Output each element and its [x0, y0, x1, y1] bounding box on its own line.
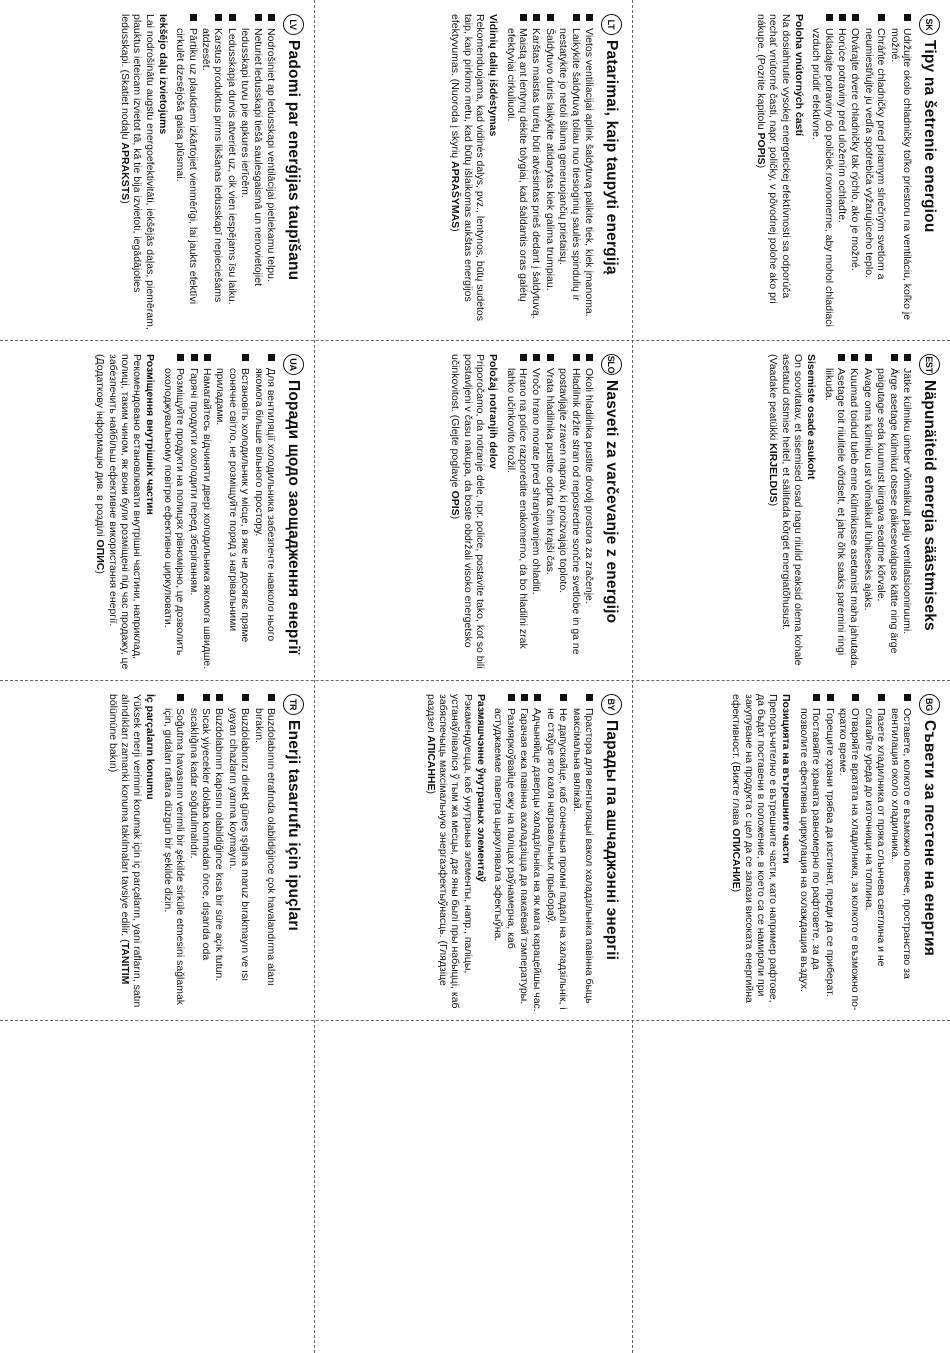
tip-item — [543, 354, 555, 672]
language-badge: LT — [601, 14, 622, 35]
bullet-square-icon — [838, 354, 845, 361]
tip-item — [544, 694, 569, 1012]
bullet-square-icon — [508, 694, 515, 701]
tip-item — [543, 14, 555, 332]
bullet-square-icon — [520, 14, 527, 21]
tip-text: Поставяйте храната равномерно по рафтовете, за да позволите ефективна циркулация на охлаждащия въздух. — [797, 708, 823, 992]
section-title: Padomi par enerģijas taupīšanu — [285, 40, 303, 281]
language-badge: TR — [283, 694, 304, 715]
section-tr — [4, 694, 304, 1012]
language-badge: BY — [601, 694, 622, 715]
section-bg — [640, 694, 940, 1012]
subheading: Iekšējo daļu izvietojums — [156, 14, 169, 135]
tip-text: Размяркоўвайце ежу на паліцах раўнамерна, каб астуджаемае паветра цыркулявала эфектыўна. — [492, 708, 517, 949]
tip-item — [570, 694, 595, 1012]
paragraph-text: On soovitatav, et sisemised osad nagu riiulid peaksid olema kohale asetatud otsmise heitel, et säilitada kõrget energiatõhusust. (Vaadake peatükki — [767, 354, 805, 666]
language-badge: BG — [919, 694, 940, 715]
tip-text: Для вентиляції холодильника забезпечте навколо нього якомога більше вільного простору. — [252, 368, 277, 642]
tip-text: Neturiet ledusskapi tiešā saulesgaismā un nenovietojiet ledusskapi tuvu pie apkures ierīcēm. — [239, 28, 264, 286]
bullet-square-icon — [204, 354, 211, 361]
tip-item — [518, 694, 530, 1012]
tip-text: Vrata hladilnika pustite odprta čim krajši čas. — [543, 368, 556, 575]
tip-item — [213, 694, 225, 1012]
tip-text: Адчыняйце дзверцы халадзільніка на як мага карацейшы час. — [531, 708, 544, 1012]
paragraph — [767, 354, 804, 672]
tip-item — [239, 14, 264, 332]
chapter-reference: ОПИС — [94, 539, 107, 571]
chapter-reference: OPIS — [449, 490, 462, 516]
section-lt — [322, 14, 622, 332]
chapter-reference: АПІСАННЕ — [424, 735, 437, 791]
tip-item — [530, 354, 542, 672]
paragraph-end: ) — [94, 570, 107, 574]
section-header — [283, 14, 304, 332]
paragraph — [449, 14, 486, 332]
tip-item — [583, 354, 595, 672]
language-badge: SK — [919, 14, 940, 35]
tip-item — [836, 14, 848, 332]
bullet-square-icon — [242, 354, 249, 361]
tip-text: Hrano na police razporedite enakomerno, da bo hladilni zrak lahko učinkovito krožil. — [504, 368, 529, 649]
tip-item — [848, 354, 860, 672]
section-title: Enerji tasarrufu için ipuçları — [285, 720, 303, 932]
paragraph-end: bölümüne bakın) — [106, 694, 119, 773]
tip-item — [252, 694, 277, 1012]
tip-text: Ukladajte potraviny do poličiek rovnomerne, aby mohol chladiaci vzduch prúdiť efektívne. — [810, 28, 835, 327]
cut-line — [632, 0, 633, 1353]
tip-text: Розміщуйте продукти на полицях рівномірно, це дозволить охолоджувальному повітрю ефективно циркулювати. — [161, 368, 187, 656]
section-est — [640, 354, 940, 672]
bullet-square-icon — [878, 694, 885, 701]
bullet-square-icon — [533, 354, 540, 361]
bullet-square-icon — [586, 354, 593, 361]
section-header — [919, 354, 940, 672]
cut-line — [0, 680, 950, 681]
tip-item — [492, 694, 517, 1012]
tip-text: Buzdolabınızı direkt güneş ışığına maruz bırakmayın ve ısı yayan cihazların yanına koymayın. — [226, 708, 252, 982]
tip-item — [875, 354, 900, 672]
bullet-square-icon — [268, 14, 275, 21]
paragraph — [449, 354, 486, 672]
tip-item — [200, 14, 225, 332]
paragraph-text: Lai nodrošinātu augstu energoefektivitāti, iekšējās daļas, piemēram, plauktus ieteicam izvietot tā, kā tie bija izvietoti, iegādājoties ledusskapi. (Skatiet nodaļu — [118, 14, 156, 330]
paragraph — [424, 694, 474, 1012]
bullet-square-icon — [826, 14, 833, 21]
tip-text: Otvárajte dvere chladničky tak rýchlo, ako je možné. — [849, 28, 862, 271]
tips-list — [822, 354, 913, 672]
tip-item — [888, 14, 913, 332]
bullet-square-icon — [547, 14, 554, 21]
section-title: Patarimai, kaip taupyti energiją — [603, 40, 621, 275]
tip-item — [901, 354, 913, 672]
paragraph — [119, 14, 156, 332]
tip-text: Okoli hladilnika pustite dovolj prostora za zračenje. — [583, 368, 595, 604]
bullet-square-icon — [904, 694, 911, 701]
bullet-square-icon — [827, 694, 834, 701]
section-title: Näpunäiteid energia säästmiseks — [921, 380, 939, 631]
tip-item — [531, 694, 543, 1012]
paragraph-text: Рэкамендуецца, каб унутраныя элементы, напр., паліцы, устанаўліваліся ў тым жа месцы, дзе яны былі пры набыцці, каб забяспечыць максімальную энергаэфектыўнасць. (Глядзіце раздзел — [424, 694, 474, 1009]
tip-item — [161, 354, 186, 672]
paragraph-end: ) — [730, 888, 743, 893]
subheading: İç parçaların konumu — [144, 694, 157, 800]
bullet-square-icon — [813, 694, 820, 701]
bullet-square-icon — [190, 14, 197, 21]
section-header — [283, 694, 304, 1012]
subheading: Poloha vnútorných častí — [792, 14, 805, 136]
tip-text: Hladilnik držite stran od neposredne sončne svetlobe in ga ne postavljajte zraven naprav, ki proizvajajo toploto. — [557, 368, 582, 655]
tip-text: Horúce potraviny pred uložením ochlaďte. — [835, 28, 848, 223]
tip-text: Asetage toit riiulitele võrdselt, et jahe õhk saaks paremini ringi liikuda. — [822, 368, 847, 656]
tip-text: Chráňte chladničky pred priamym slnečným svetlom a neumiestňujte ju vedľa spotrebiča vyžarujúceho teplo. — [862, 28, 888, 280]
bullet-square-icon — [242, 694, 249, 701]
tip-text: Karštas maistas turėtų būti atvėsintas prieš dedant į šaldytuvą. — [530, 28, 543, 319]
tip-text: Оставете, колкото е възможно повече, пространство за вентилация около хладилника. — [888, 708, 913, 979]
subheading: Позицията на вътрешните части — [780, 694, 793, 864]
section-row-2 — [315, 0, 632, 1353]
tip-item — [810, 14, 835, 332]
tip-text: Отваряйте вратата на хладилника, за колкото е възможно по-кратко време. — [836, 708, 862, 1011]
bullet-square-icon — [177, 694, 184, 701]
paragraph-text: Na dosiahnutie vysokej energetickej efektívnosti sa odporúča nechať vnútorné časti, napr. poličky, v pôvodnej polohe ako pri nákupe. (Pozrite kapitolu — [754, 14, 792, 304]
tip-item — [823, 694, 835, 1012]
tip-item — [225, 14, 237, 332]
section-title: Nasveti za varčevanje z energijo — [603, 380, 621, 624]
tips-list — [161, 354, 277, 672]
bullet-square-icon — [533, 14, 540, 21]
bullet-square-icon — [520, 354, 527, 361]
tip-item — [862, 14, 887, 332]
paragraph-end: ) — [767, 502, 780, 507]
bullet-square-icon — [586, 694, 593, 701]
bullet-square-icon — [560, 694, 567, 701]
tip-item — [504, 354, 529, 672]
chapter-reference: KIRJELDUS — [767, 443, 780, 503]
bullet-square-icon — [878, 14, 885, 21]
tip-text: Vietos ventiliacijai aplink šaldytuvą palikite tiek, kiek įmanoma. — [583, 28, 595, 317]
bullet-square-icon — [573, 14, 580, 21]
tip-text: Гарячі продукти охолодити перед зберіганням. — [187, 368, 200, 596]
section-title: Парады па ашчаджэнні энергіі — [603, 720, 621, 961]
tip-item — [530, 14, 542, 332]
section-row-3 — [0, 0, 314, 1353]
tips-list — [797, 694, 913, 1012]
tip-item — [252, 354, 277, 672]
bullet-square-icon — [216, 694, 223, 701]
paragraph — [755, 14, 792, 332]
paragraph-text: Yüksek enerji verimini korumak için iç parçaların, yani rafların, satın alındıkları zamanki konuma takılmaları tavsiye edilir. ( — [118, 694, 144, 1008]
tips-list — [504, 354, 595, 672]
subheading: Položaj notranjih delov — [487, 354, 500, 469]
paragraph-text: Препоръчително е вътрешните части, като например рафтове, да бъдат поставени в положение, в което са се намирали при закупуване на продукта с цел да се запази високата енергийна ефективност. (Вижте глава — [730, 694, 780, 1003]
paragraph — [730, 694, 780, 1012]
bullet-square-icon — [586, 14, 593, 21]
subheading: Vidinių dalių išdėstymas — [487, 14, 500, 137]
bullet-square-icon — [852, 694, 859, 701]
section-slo — [322, 354, 622, 672]
section-header — [283, 354, 304, 672]
bullet-square-icon — [203, 694, 210, 701]
section-header — [919, 14, 940, 332]
tip-item — [201, 354, 213, 672]
tip-item — [187, 354, 199, 672]
section-lv — [4, 14, 304, 332]
tip-item — [888, 694, 913, 1012]
tip-text: Пазете хладилника от пряка слънчева светлина и не слагайте уреда до източници на топлина. — [862, 708, 888, 967]
bullet-square-icon — [891, 354, 898, 361]
bullet-square-icon — [904, 354, 911, 361]
subheading: Розміщення внутрішніх частин — [144, 354, 157, 515]
tip-item — [557, 14, 582, 332]
language-badge: LV — [283, 14, 304, 35]
section-header — [601, 694, 622, 1012]
tip-text: Sıcak yiyecekler dolaba konmadan önce, dışarıda oda sıcaklığına kadar soğutulmalıdır. — [187, 708, 212, 961]
tip-text: Ledusskapja durvis atveriet uz, cik vien iespējams īsu laiku. — [225, 28, 238, 305]
paragraph-end: ) — [118, 200, 131, 204]
tips-list — [504, 14, 595, 332]
tip-text: Не дапускайце, каб сонечныя промні падалі на халадзільнік, і не стаўце яго каля награвальных прыбораў. — [544, 708, 570, 1010]
section-header — [601, 14, 622, 332]
tip-item — [161, 694, 186, 1012]
paragraph-end: ) — [754, 164, 767, 169]
chapter-reference: TANITIM — [118, 942, 131, 985]
tips-list — [492, 694, 595, 1012]
bullet-square-icon — [255, 14, 262, 21]
bullet-square-icon — [852, 14, 859, 21]
tip-text: Vročo hrano morate pred shranjevanjem ohladiti. — [530, 368, 543, 595]
cut-line — [314, 0, 315, 1353]
section-header — [601, 354, 622, 672]
paragraph-end: ) — [424, 790, 437, 794]
tip-text: Встановіть холодильник у місце, в яке не досягає пряме сонячне світло, не розміщуйте поряд з нагрівальними приладами. — [214, 368, 252, 643]
tip-text: Maistą ant lentynų dėkite tolygiai, kad šaldantis oras galėtų efektyviai cirkuliuoti. — [504, 28, 529, 302]
tip-text: Soğutma havasının verimli bir şekilde sirküle etmesini sağlamak için, gıdaları raflara düzgün bir şekilde dizin. — [161, 708, 187, 1006]
section-ua — [4, 354, 304, 672]
language-badge: SLO — [601, 354, 622, 375]
section-title: Tipy na šetrenie energiou — [921, 40, 939, 233]
tip-item — [187, 694, 212, 1012]
bullet-square-icon — [547, 354, 554, 361]
tip-text: Горещите храни трябва да изстинат, преди да се приберат. — [823, 708, 836, 997]
tip-text: Pārtiku uz plauktiem izkārtojiet vienmērīgi, lai jaukts efektīvi cirkulēt dzesējošā gaisa plūsmai. — [174, 28, 199, 305]
section-title: Поради щодо заощадження енергії — [285, 380, 303, 655]
tip-item — [861, 354, 873, 672]
tip-item — [583, 14, 595, 332]
bullet-square-icon — [521, 694, 528, 701]
tip-item — [862, 694, 887, 1012]
tip-text: Avage oma külmiku ust võimalikult lühikeseks ajaks. — [861, 368, 874, 611]
tip-text: Buzdolabının etrafında olabildiğince çok havalandırma alanı bırakın. — [252, 708, 277, 986]
tip-item — [837, 694, 862, 1012]
tip-text: Šaldytuvo duris laikykite atidarytas kiek galima trumpiau. — [543, 28, 556, 291]
paragraph-end: ) — [449, 515, 462, 520]
bullet-square-icon — [177, 354, 184, 361]
tip-text: Ärge asetage külmikut otsese päikesevalguse kätte ning ärge paigutage seda kuumust kiirgava seadme kõrvale. — [875, 368, 900, 654]
tip-item — [822, 354, 847, 672]
section-sk — [640, 14, 940, 332]
tip-item — [226, 694, 251, 1012]
tip-text: Buzdolabının kapısını olabildiğince kısa bir süre açık tutun. — [213, 708, 226, 982]
cut-line — [0, 340, 950, 341]
tip-item — [214, 354, 251, 672]
paragraph — [94, 354, 144, 672]
chapter-reference: ОПИСАНИЕ — [730, 828, 743, 889]
tips-list — [174, 14, 277, 332]
tip-text: Прастора для вентыляцыі вакол халадзільніка павінна быць максімальна вялікай. — [570, 708, 595, 1004]
tip-item — [849, 14, 861, 332]
section-header — [919, 694, 940, 1012]
tip-item — [504, 14, 529, 332]
section-row-1 — [633, 0, 950, 1353]
bullet-square-icon — [534, 694, 541, 701]
tip-text: Nodrošiniet ap ledusskapi ventilācijai pietiekamu telpu. — [265, 28, 277, 282]
bullet-square-icon — [851, 354, 858, 361]
tip-item — [265, 14, 277, 332]
tip-text: Laikykite šaldytuvą toliau nuo tiesioginių saulės spindulių ir nestatykite jo netoli šilumą generuojančių prietaisų. — [557, 28, 582, 301]
cut-line — [0, 1020, 950, 1021]
paragraph-text: Рекомендовано встановлювати внутрішні частини, наприклад, полиці, таким чином, як вони були розміщені під час продажу, це забезпечить найбільш ефективне використання енергії. (Додаткову інформацію див. в розділі — [94, 354, 144, 670]
tip-text: Karstus produktus pirms likšanas ledusskapī nepieciešams atdzesēt. — [199, 28, 225, 303]
section-title: Съвети за пестене на енергия — [921, 720, 939, 956]
bullet-square-icon — [839, 14, 846, 21]
tip-text: Гарачая ежа павінна ахаладзіцца да пакаёвай тэмпературы. — [517, 708, 530, 1005]
bullet-square-icon — [904, 14, 911, 21]
tip-text: Намагайтесь відчиняти двері холодильника якомога швидше. — [200, 368, 213, 670]
paragraph-text: Priporočamo, da notranje dele, npr. police, postavite tako, kot so bili postavljeni v času nakupa, da boste obdržali visoko energetsko učinkovitost. (Glejte poglavje — [449, 354, 487, 669]
bullet-square-icon — [215, 14, 222, 21]
bullet-square-icon — [229, 14, 236, 21]
tips-list — [161, 694, 277, 1012]
paragraph — [106, 694, 143, 1012]
language-badge: EST — [919, 354, 940, 375]
bullet-square-icon — [865, 354, 872, 361]
tip-item — [174, 14, 199, 332]
tip-text: Kuumad toidud tuleb enne külmikusse asetamist maha jahutada. — [848, 368, 861, 669]
subheading: Размяшчэнне ўнутраных элементаў — [474, 694, 487, 882]
section-by — [322, 694, 622, 1012]
bullet-square-icon — [268, 354, 275, 361]
bullet-square-icon — [191, 354, 198, 361]
language-badge: UA — [283, 354, 304, 375]
chapter-reference: POPIS — [754, 132, 767, 165]
tips-list — [810, 14, 913, 332]
tip-item — [557, 354, 582, 672]
bullet-square-icon — [268, 694, 275, 701]
subheading: Sisemiste osade asukoht — [805, 354, 818, 480]
paragraph-text: Rekomenduojama, kad vidinės dalys, pvz., lentynos, būtų sudėtos taip, kaip pirkimo metu, kad būtų išlaikomas aukštas energijos efektyvumas. (Nuoroda į skyrių — [449, 14, 487, 322]
chapter-reference: APRAŠYMAS — [449, 161, 462, 229]
paragraph-end: ) — [449, 228, 462, 232]
bullet-square-icon — [573, 354, 580, 361]
tip-item — [797, 694, 822, 1012]
tip-text: Jätke külmiku ümber võimalikult palju ventilatsiooniruumi. — [901, 368, 913, 635]
tip-text: Udržujte okolo chladničky toľko priestoru na ventiláciu, koľko je možné. — [888, 28, 913, 321]
chapter-reference: APRAKSTS — [118, 142, 131, 201]
